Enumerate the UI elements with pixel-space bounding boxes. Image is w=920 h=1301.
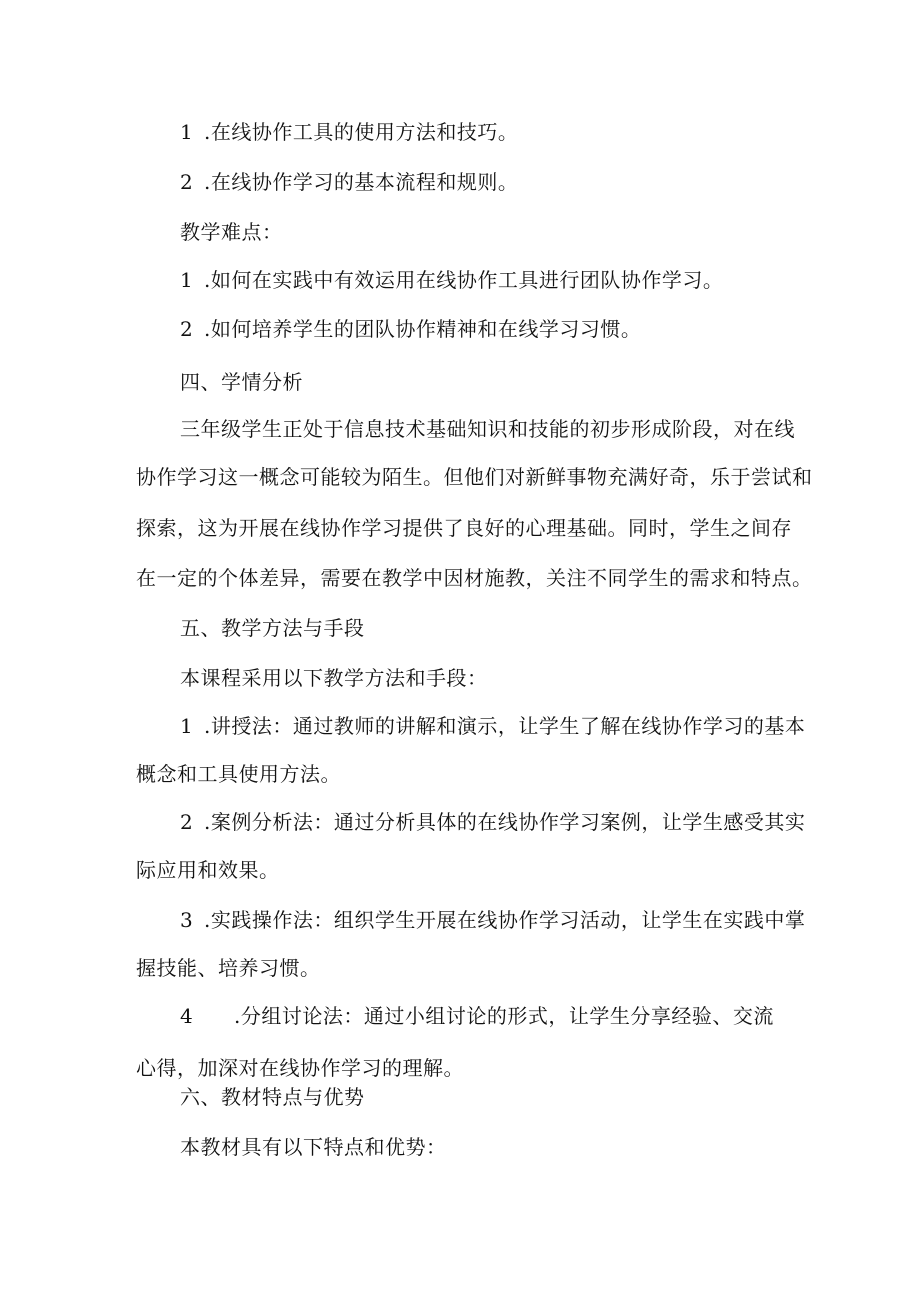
difficulty-item-1 [180,266,723,294]
section-4-line-1: 三年级学生正处于信息技术基础知识和技能的初步形成阶段，对在线 [180,417,795,441]
section-5-intro: 本课程采用以下教学方法和手段： [180,666,488,690]
item-number: 4 [180,1004,194,1028]
focus-item-2 [180,168,518,196]
item-number: 2 [180,317,194,341]
item-text: .实践操作法：组织学生开展在线协作学习活动，让学生在实践中掌 [204,908,806,932]
item-text: .在线协作学习的基本流程和规则。 [204,170,519,194]
item-number: 2 [180,170,194,194]
item-text: .案例分析法：通过分析具体的在线协作学习案例，让学生感受其实 [204,810,806,834]
section-5-heading: 五、教学方法与手段 [180,616,365,640]
item-number: 3 [180,908,194,932]
method-item-2-line-2: 际应用和效果。 [136,858,280,882]
item-text: .讲授法：通过教师的讲解和演示，让学生了解在线协作学习的基本 [204,714,806,738]
item-text: .如何培养学生的团队协作精神和在线学习习惯。 [204,317,642,341]
item-number: 2 [180,810,194,834]
item-number: 1 [180,714,194,738]
focus-item-1 [180,118,518,146]
section-4-heading: 四、学情分析 [180,370,303,394]
method-item-2-line-1 [180,808,806,836]
method-item-1-line-1 [180,712,806,740]
item-text: .在线协作工具的使用方法和技巧。 [204,120,519,144]
method-item-3-line-1 [180,906,806,934]
section-6-intro: 本教材具有以下特点和优势： [180,1135,447,1159]
section-6-heading: 六、教材特点与优势 [180,1085,365,1109]
method-item-1-line-2: 概念和工具使用方法。 [136,762,341,786]
section-4-line-4: 在一定的个体差异，需要在教学中因材施教，关注不同学生的需求和特点。 [136,566,813,590]
difficulty-item-2 [180,315,641,343]
method-item-3-line-2: 握技能、培养习惯。 [136,956,321,980]
item-number: 1 [180,268,194,292]
section-4-line-2: 协作学习这一概念可能较为陌生。但他们对新鲜事物充满好奇，乐于尝试和 [136,465,813,489]
item-text: .分组讨论法：通过小组讨论的形式，让学生分享经验、交流 [234,1004,774,1028]
difficulty-heading: 教学难点： [180,220,283,244]
section-4-line-3: 探索，这为开展在线协作学习提供了良好的心理基础。同时，学生之间存 [136,516,792,540]
item-number: 1 [180,120,194,144]
method-item-4-line-1 [180,1002,774,1030]
item-text: .如何在实践中有效运用在线协作工具进行团队协作学习。 [204,268,724,292]
method-item-4-line-2: 心得，加深对在线协作学习的理解。 [136,1056,464,1080]
